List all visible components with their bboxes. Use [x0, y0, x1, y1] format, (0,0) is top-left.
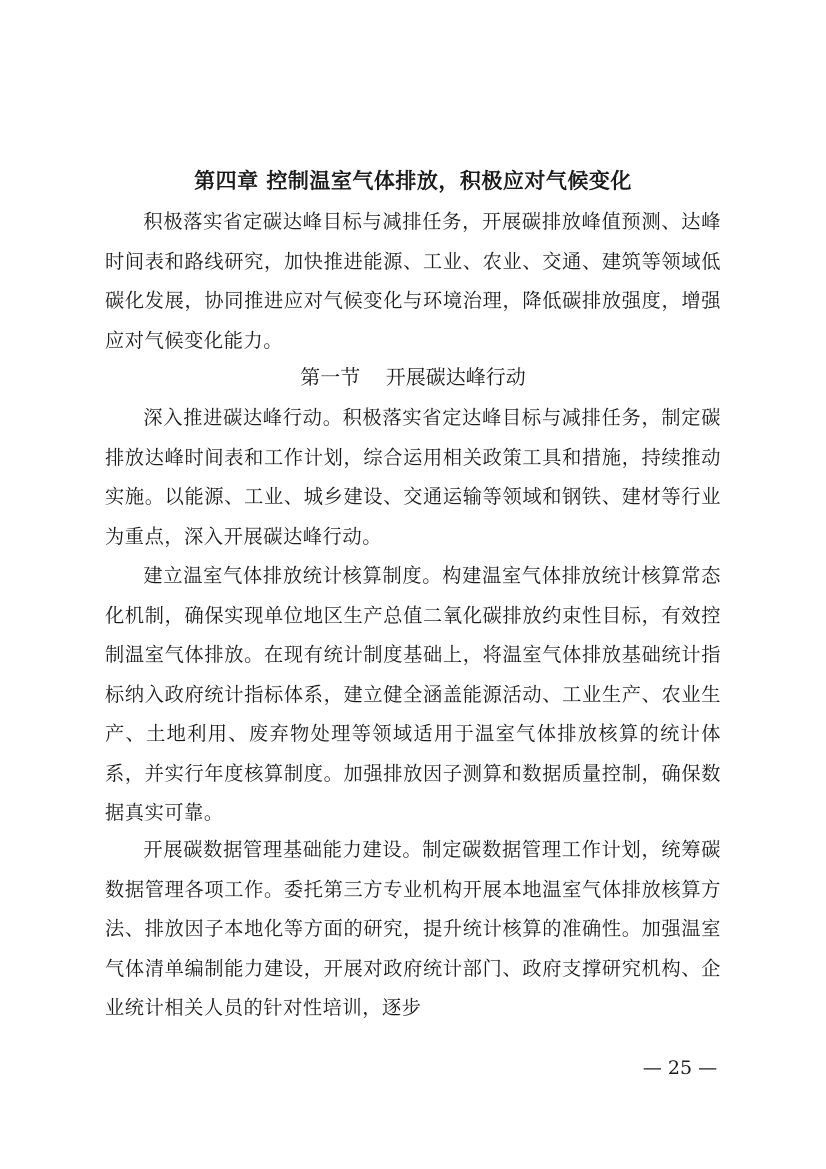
page-number: — 25 —: [642, 1057, 718, 1079]
chapter-intro-paragraph: 积极落实省定碳达峰目标与减排任务，开展碳排放峰值预测、达峰时间表和路线研究，加快推进能源、工业、农业、交通、建筑等领域低碳化发展，协同推进应对气候变化与环境治理，降低碳排放强度，增强应对气候变化能力。: [105, 210, 721, 352]
body-paragraph: 开展碳数据管理基础能力建设。制定碳数据管理工作计划，统筹碳数据管理各项工作。委托第三方专业机构开展本地温室气体排放核算方法、排放因子本地化等方面的研究，提升统计核算的准确性。加强温室气体清单编制能力建设，开展对政府统计部门、政府支撑研究机构、企业统计相关人员的针对性培训，逐步: [105, 838, 721, 1019]
body-paragraph: 深入推进碳达峰行动。积极落实省定达峰目标与减排任务，制定碳排放达峰时间表和工作计划，综合运用相关政策工具和措施，持续推动实施。以能源、工业、城乡建设、交通运输等领域和钢铁、建材等行业为重点，深入开展碳达峰行动。: [105, 406, 721, 548]
body-paragraph: 建立温室气体排放统计核算制度。构建温室气体排放统计核算常态化机制，确保实现单位地区生产总值二氧化碳排放约束性目标，有效控制温室气体排放。在现有统计制度基础上，将温室气体排放基础统计指标纳入政府统计指标体系，建立健全涵盖能源活动、工业生产、农业生产、土地利用、废弃物处理等领域适用于温室气体排放核算的统计体系，并实行年度核算制度。加强排放因子测算和数据质量控制，确保数据真实可靠。: [105, 564, 721, 824]
chapter-title: 第四章 控制温室气体排放，积极应对气候变化: [194, 169, 632, 193]
section-title: 第一节 开展碳达峰行动: [300, 365, 526, 389]
